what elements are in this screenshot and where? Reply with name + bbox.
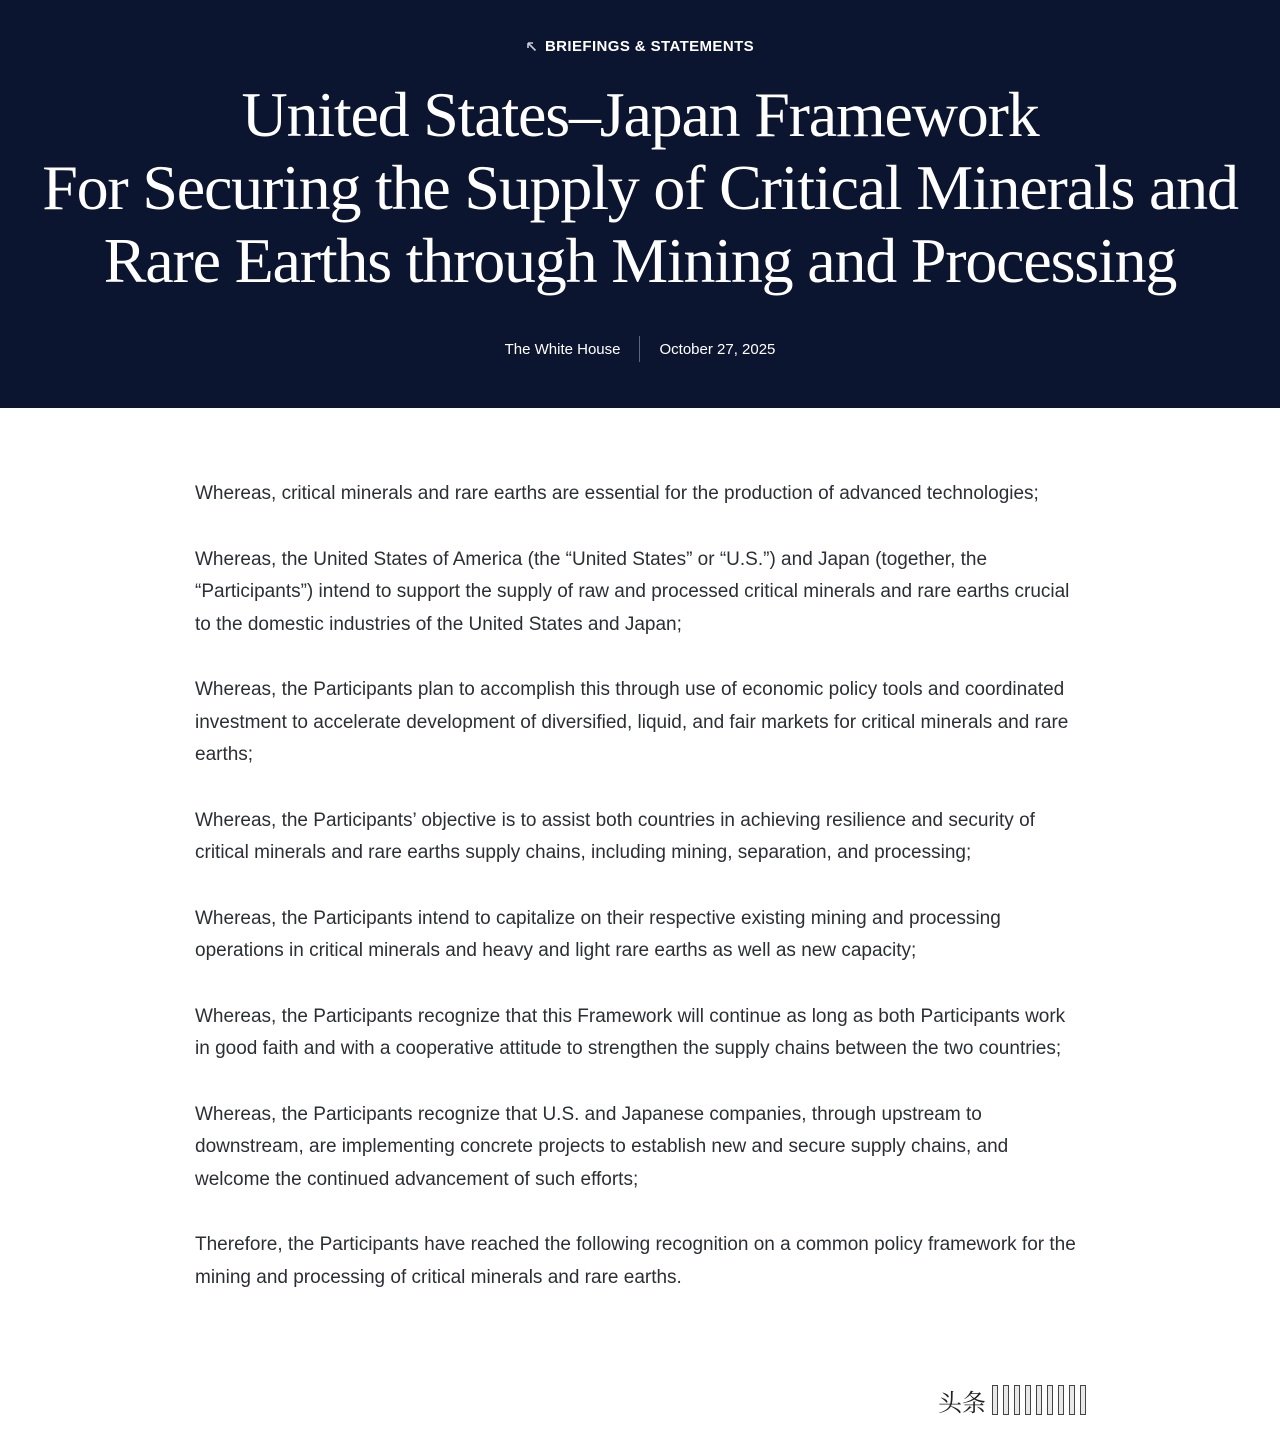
paragraph-2: Whereas, the United States of America (the “United States” or “U.S.”) and Japan (together, the “Participants”) intend to support the supply of raw and processed critical minerals and rare earths crucial to the domestic industries of the United States and Japan;: [195, 548, 1070, 635]
page-title: [20, 78, 1260, 297]
publish-date: October 27, 2025: [659, 340, 776, 358]
paragraph-6: Whereas, the Participants recognize that this Framework will continue as long as both Participants work in good faith and with a cooperative attitude to strengthen the supply chains between the two countries;: [195, 1005, 1066, 1059]
paragraph-5: Whereas, the Participants intend to capitalize on their respective existing mining and processing operations in critical minerals and heavy and light rare earths as well as new capacity;: [195, 907, 1001, 961]
article-body: [195, 478, 1085, 1327]
title-line-1: United States–Japan Framework: [241, 79, 1039, 150]
category-link[interactable]: [526, 38, 754, 55]
byline: [0, 336, 1280, 362]
title-line-2: For Securing the Supply of Critical Minerals and: [42, 152, 1238, 223]
watermark-text: 头条: [938, 1388, 986, 1417]
category-label: BRIEFINGS & STATEMENTS: [544, 38, 755, 55]
paragraph-8: Therefore, the Participants have reached the following recognition on a common policy framework for the mining and processing of critical minerals and rare earths.: [195, 1234, 1076, 1288]
paragraph-7: Whereas, the Participants recognize that U.S. and Japanese companies, through upstream to downstream, are implementing concrete projects to establish new and secure supply chains, and welcome the continued advancement of such efforts;: [195, 1103, 1009, 1190]
arrow-up-left-icon: [526, 41, 537, 52]
page-hero: [0, 0, 1280, 408]
byline-divider: [639, 336, 640, 362]
paragraph-4: Whereas, the Participants’ objective is to assist both countries in achieving resilience and security of critical minerals and rare earths supply chains, including mining, separation, and processing;: [195, 809, 1035, 863]
category-eyebrow: [0, 38, 1280, 56]
title-line-3: Rare Earths through Mining and Processing: [103, 225, 1177, 296]
paragraph-3: Whereas, the Participants plan to accomplish this through use of economic policy tools and coordinated investment to accelerate development of diversified, liquid, and fair markets for critical minerals and rare earths;: [195, 679, 1069, 765]
watermark-bars: [992, 1385, 1086, 1415]
source-watermark: [938, 1382, 1086, 1418]
paragraph-1: Whereas, critical minerals and rare earths are essential for the production of advanced technologies;: [195, 483, 1039, 504]
author-name: The White House: [504, 340, 621, 358]
